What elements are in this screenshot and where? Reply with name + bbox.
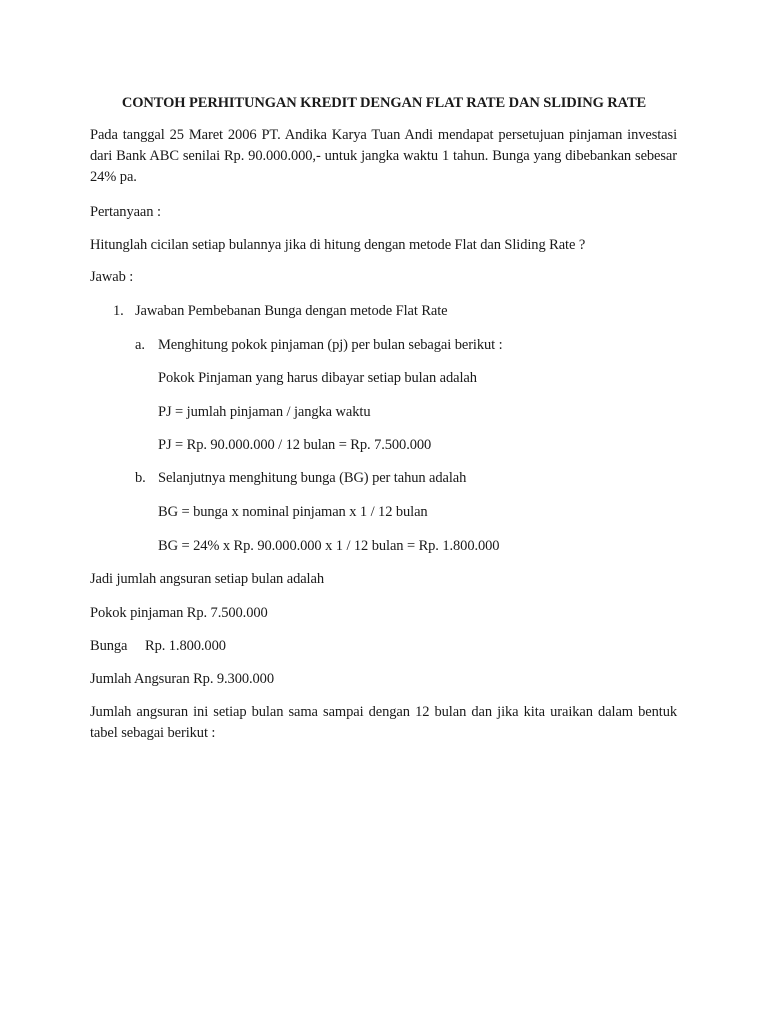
question-label: Pertanyaan : bbox=[90, 204, 161, 220]
intro-paragraph: Pada tanggal 25 Maret 2006 PT. Andika Karya Tuan Andi mendapat persetujuan pinjaman investasi dari Bank ABC senilai Rp. 90.000.000,- untuk jangka waktu 1 tahun. Bunga yang dibebankan sebesar 24% pa. bbox=[90, 127, 677, 185]
list-item-number: 1. bbox=[113, 303, 124, 319]
sub-item-text: Selanjutnya menghitung bunga (BG) per tahun adalah bbox=[158, 470, 467, 486]
formula-line: PJ = jumlah pinjaman / jangka waktu bbox=[158, 404, 371, 420]
sub-item-letter: b. bbox=[135, 470, 146, 486]
page-title: CONTOH PERHITUNGAN KREDIT DENGAN FLAT RATE DAN SLIDING RATE bbox=[121, 95, 647, 111]
formula-line: BG = bunga x nominal pinjaman x 1 / 12 bulan bbox=[158, 504, 428, 520]
result-line: PJ = Rp. 90.000.000 / 12 bulan = Rp. 7.500.000 bbox=[158, 437, 432, 453]
summary-pokok: Pokok pinjaman Rp. 7.500.000 bbox=[90, 605, 268, 621]
sub-item-letter: a. bbox=[135, 337, 145, 353]
summary-intro: Jadi jumlah angsuran setiap bulan adalah bbox=[90, 571, 324, 587]
summary-total: Jumlah Angsuran Rp. 9.300.000 bbox=[90, 671, 274, 687]
summary-bunga-label: Bunga bbox=[90, 638, 128, 654]
calc-line: Pokok Pinjaman yang harus dibayar setiap bulan adalah bbox=[158, 370, 477, 386]
closing-paragraph: Jumlah angsuran ini setiap bulan sama sampai dengan 12 bulan dan jika kita uraikan dalam bentuk tabel sebagai berikut : bbox=[90, 704, 677, 741]
result-line: BG = 24% x Rp. 90.000.000 x 1 / 12 bulan = Rp. 1.800.000 bbox=[158, 538, 500, 554]
list-item-text: Jawaban Pembebanan Bunga dengan metode Flat Rate bbox=[135, 303, 448, 319]
sub-item-text: Menghitung pokok pinjaman (pj) per bulan sebagai berikut : bbox=[158, 337, 503, 353]
summary-bunga-value: Rp. 1.800.000 bbox=[145, 638, 226, 654]
answer-label: Jawab : bbox=[90, 269, 134, 285]
question-text: Hitunglah cicilan setiap bulannya jika di hitung dengan metode Flat dan Sliding Rate ? bbox=[90, 237, 586, 253]
